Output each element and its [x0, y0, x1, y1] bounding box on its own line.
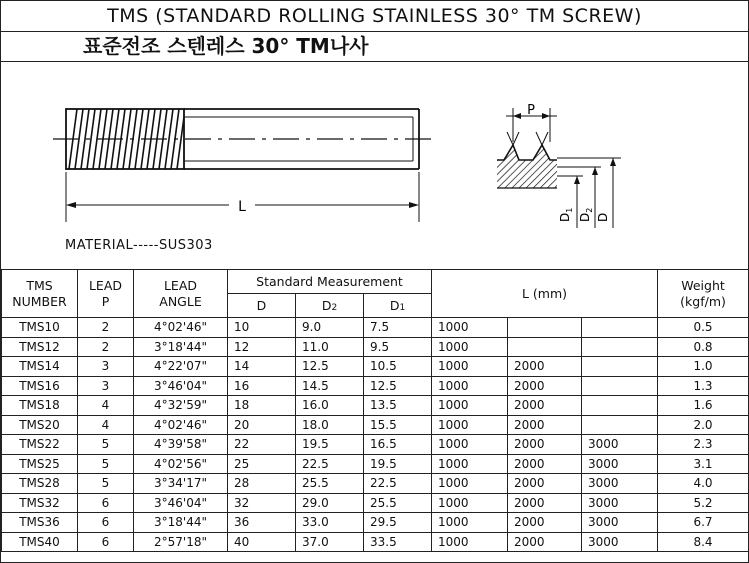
header-length: L (mm): [432, 270, 658, 318]
table-row: TMS20 4 4°02'46" 20 18.0 15.5 1000 2000 2.0: [2, 415, 749, 435]
header-d2: D2: [296, 294, 364, 318]
technical-drawing: [1, 62, 748, 268]
english-title: TMS (STANDARD ROLLING STAINLESS 30° TM SCREW): [1, 1, 748, 32]
header-row-top: [2, 270, 749, 294]
length-label: L: [238, 199, 246, 215]
table-row: TMS40 6 2°57'18" 40 37.0 33.5 1000 2000 3000 8.4: [2, 532, 749, 552]
header-weight: Weight (kgf/m): [658, 270, 749, 318]
korean-title: [1, 32, 748, 62]
screw-side-view: [53, 109, 433, 222]
header-lead: LEAD P: [78, 270, 134, 318]
table-row: TMS36 6 3°18'44" 36 33.0 29.5 1000 2000 3000 6.7: [2, 513, 749, 533]
header-tms-number: TMS NUMBER: [2, 270, 78, 318]
table-row: TMS22 5 4°39'58" 22 19.5 16.5 1000 2000 3000 2.3: [2, 435, 749, 455]
header-standard-measurement: Standard Measurement: [228, 270, 432, 294]
table-row: TMS18 4 4°32'59" 18 16.0 13.5 1000 2000 1.6: [2, 396, 749, 416]
table-row: TMS12 2 3°18'44" 12 11.0 9.5 1000 0.8: [2, 337, 749, 357]
material-note: MATERIAL-----SUS303: [65, 238, 213, 253]
table-row: TMS14 3 4°22'07" 14 12.5 10.5 1000 2000 1.0: [2, 357, 749, 377]
table-row: TMS16 3 3°46'04" 16 14.5 12.5 1000 2000 1.3: [2, 376, 749, 396]
table-row: TMS25 5 4°02'56" 25 22.5 19.5 1000 2000 3000 3.1: [2, 454, 749, 474]
hatched-thread-profile: [497, 145, 557, 188]
spec-table: [1, 269, 749, 552]
thread-profile-detail: [497, 103, 621, 228]
korean-title-text: 표준전조 스텐레스 30° TM나사: [83, 34, 369, 58]
pitch-label: P: [527, 103, 535, 118]
header-lead-angle: LEAD ANGLE: [134, 270, 228, 318]
table-row: TMS32 6 3°46'04" 32 29.0 25.5 1000 2000 3000 5.2: [2, 493, 749, 513]
d2-label: $D_2$: [578, 207, 594, 222]
d-label: D: [596, 212, 610, 222]
table-row: TMS28 5 3°34'17" 28 25.5 22.5 1000 2000 3000 4.0: [2, 474, 749, 494]
header-d: D: [228, 294, 296, 318]
table-row: TMS10 2 4°02'46" 10 9.0 7.5 1000 0.5: [2, 318, 749, 338]
d1-label: $D_1$: [558, 207, 574, 222]
header-d1: D1: [364, 294, 432, 318]
